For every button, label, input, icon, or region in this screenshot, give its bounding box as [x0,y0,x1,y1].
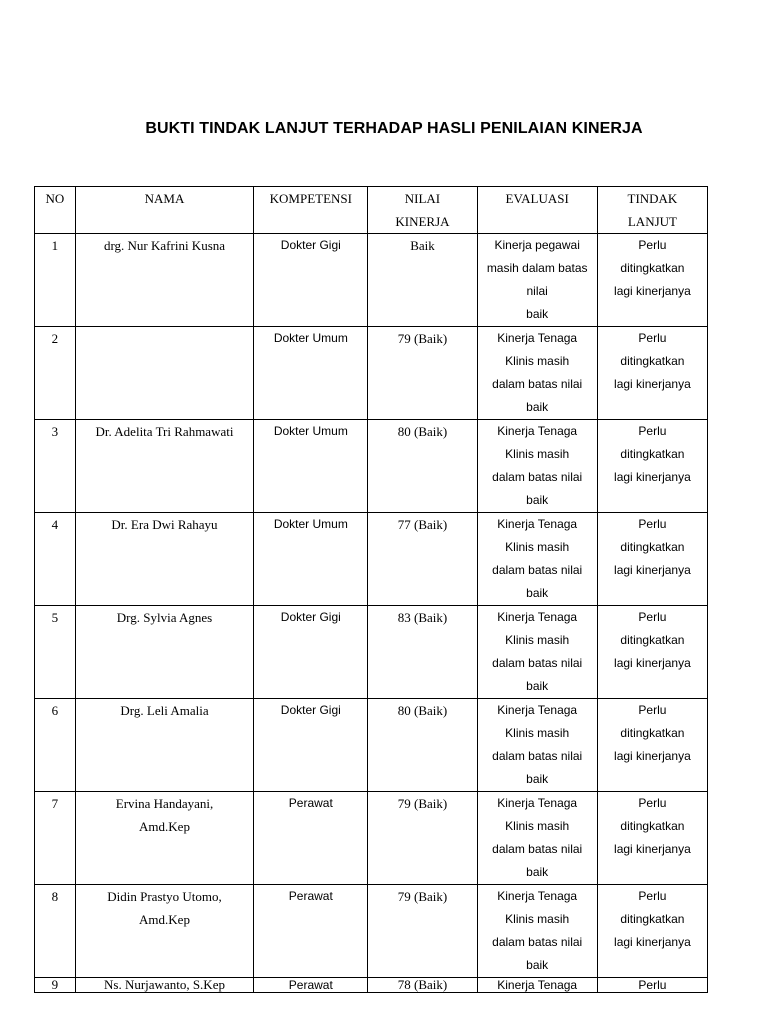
evaluasi-line-4: baik [526,307,549,321]
cell-nilai: 80 (Baik) [368,420,477,513]
evaluasi-line-4: baik [526,679,549,693]
cell-kompetensi: Dokter Umum [254,327,368,420]
tindak-line-1: Perlu [638,796,667,810]
nama-line-1: Didin Prastyo Utomo, [107,889,222,904]
evaluasi-line-1: Kinerja Tenaga [497,331,578,345]
tindak-line-3: lagi kinerjanya [614,470,691,484]
evaluasi-line-2: Klinis masih [505,633,570,647]
cell-nama [75,420,253,513]
cell-no: 2 [35,327,76,420]
table-row [35,792,708,885]
nama-line-2: Amd.Kep [139,819,190,834]
header-nilai-kinerja [368,187,477,234]
cell-evaluasi: Kinerja Tenaga [477,978,597,993]
evaluasi-line-1: Kinerja Tenaga [497,889,578,903]
evaluasi-line-1: Kinerja Tenaga [497,610,578,624]
evaluasi-line-4: baik [526,958,549,972]
cell-no: 4 [35,513,76,606]
evaluasi-line-2: Klinis masih [505,819,570,833]
tindak-line-1: Perlu [638,517,667,531]
cell-nama [75,327,253,420]
header-no: NO [35,187,76,234]
cell-nilai: 79 (Baik) [368,885,477,978]
cell-no: 6 [35,699,76,792]
cell-nilai: 77 (Baik) [368,513,477,606]
nama-line-1: Dr. Adelita Tri Rahmawati [95,424,234,439]
table-row [35,513,708,606]
cell-evaluasi [477,420,597,513]
document-title: BUKTI TINDAK LANJUT TERHADAP HASLI PENILAIAN KINERJA [145,120,643,137]
evaluasi-line-3: dalam batas nilai [492,656,583,670]
cell-tindak-lanjut [597,606,707,699]
tindak-line-3: lagi kinerjanya [614,284,691,298]
header-nilai-line-2: KINERJA [395,214,450,229]
cell-kompetensi: Perawat [254,885,368,978]
cell-evaluasi [477,885,597,978]
cell-kompetensi: Dokter Gigi [254,699,368,792]
cell-nama [75,885,253,978]
cell-kompetensi: Dokter Gigi [254,606,368,699]
cell-nama [75,699,253,792]
cell-tindak-lanjut [597,420,707,513]
tindak-line-1: Perlu [638,331,667,345]
tindak-line-3: lagi kinerjanya [614,656,691,670]
tindak-line-2: ditingkatkan [620,726,685,740]
table-row [35,606,708,699]
nama-line-1: Dr. Era Dwi Rahayu [111,517,218,532]
cell-evaluasi [477,234,597,327]
evaluasi-line-1: Kinerja Tenaga [497,796,578,810]
evaluasi-line-3: dalam batas nilai [492,749,583,763]
evaluasi-line-2: Klinis masih [505,354,570,368]
evaluasi-line-4: baik [526,493,549,507]
cell-tindak-lanjut [597,234,707,327]
tindak-line-3: lagi kinerjanya [614,842,691,856]
tindak-line-2: ditingkatkan [620,912,685,926]
evaluasi-line-4: baik [526,772,549,786]
cell-nilai: 80 (Baik) [368,699,477,792]
evaluasi-line-1: Kinerja pegawai [494,238,580,252]
tindak-line-3: lagi kinerjanya [614,749,691,763]
cell-nilai: 79 (Baik) [368,792,477,885]
cell-tindak-lanjut [597,513,707,606]
evaluasi-line-1: Kinerja Tenaga [497,703,578,717]
evaluasi-line-3: dalam batas nilai [492,935,583,949]
table-row [35,699,708,792]
tindak-line-2: ditingkatkan [620,633,685,647]
cell-evaluasi [477,327,597,420]
cell-kompetensi: Dokter Umum [254,513,368,606]
nama-line-1: Drg. Sylvia Agnes [116,610,213,625]
cell-nama [75,606,253,699]
cell-no: 1 [35,234,76,327]
evaluasi-line-2: Klinis masih [505,726,570,740]
cell-no: 5 [35,606,76,699]
cell-nilai: 83 (Baik) [368,606,477,699]
header-tindak-lanjut [597,187,707,234]
tindak-line-2: ditingkatkan [620,261,685,275]
header-nilai-line-1: NILAI [404,191,441,206]
header-nama: NAMA [75,187,253,234]
cell-no: 9 [35,978,76,993]
cell-nama: Ns. Nurjawanto, S.Kep [75,978,253,993]
cell-nama [75,234,253,327]
evaluasi-line-3: dalam batas nilai [492,842,583,856]
evaluasi-line-1: Kinerja Tenaga [497,424,578,438]
table-row [35,885,708,978]
header-evaluasi: EVALUASI [477,187,597,234]
cell-evaluasi [477,606,597,699]
cell-tindak-lanjut: Perlu [597,978,707,993]
cell-nilai: Baik [368,234,477,327]
table-row [35,234,708,327]
cell-kompetensi: Dokter Gigi [254,234,368,327]
cell-nama [75,513,253,606]
tindak-line-3: lagi kinerjanya [614,935,691,949]
cell-kompetensi: Perawat [254,978,368,993]
cell-no: 8 [35,885,76,978]
tindak-line-2: ditingkatkan [620,447,685,461]
table-row [35,420,708,513]
tindak-line-1: Perlu [638,424,667,438]
cell-tindak-lanjut [597,699,707,792]
cell-kompetensi: Dokter Umum [254,420,368,513]
nama-line-1: drg. Nur Kafrini Kusna [103,238,226,253]
evaluasi-line-3: dalam batas nilai [492,563,583,577]
evaluasi-line-2: Klinis masih [505,540,570,554]
tindak-line-2: ditingkatkan [620,354,685,368]
evaluasi-line-2: Klinis masih [505,447,570,461]
header-tindak-line-1: TINDAK [627,191,678,206]
nama-line-1: Drg. Leli Amalia [120,703,209,718]
cell-evaluasi [477,792,597,885]
tindak-line-3: lagi kinerjanya [614,563,691,577]
cell-no: 7 [35,792,76,885]
table-row [35,327,708,420]
cell-nama [75,792,253,885]
evaluasi-line-2: masih dalam batas [486,261,588,275]
tindak-line-2: ditingkatkan [620,819,685,833]
table-row [35,978,708,993]
evaluasi-line-3: dalam batas nilai [492,377,583,391]
header-tindak-line-2: LANJUT [627,214,677,229]
evaluasi-line-4: baik [526,586,549,600]
tindak-line-3: lagi kinerjanya [614,377,691,391]
cell-evaluasi [477,513,597,606]
cell-kompetensi: Perawat [254,792,368,885]
cell-tindak-lanjut [597,327,707,420]
nama-line-1: Ervina Handayani, [115,796,214,811]
evaluasi-line-4: baik [526,400,549,414]
cell-no: 3 [35,420,76,513]
cell-evaluasi [477,699,597,792]
cell-tindak-lanjut [597,792,707,885]
header-kompetensi: KOMPETENSI [254,187,368,234]
tindak-line-1: Perlu [638,703,667,717]
evaluasi-line-3: nilai [526,284,548,298]
kinerja-table [34,186,708,993]
cell-nilai: 79 (Baik) [368,327,477,420]
tindak-line-1: Perlu [638,889,667,903]
cell-tindak-lanjut [597,885,707,978]
tindak-line-2: ditingkatkan [620,540,685,554]
evaluasi-line-2: Klinis masih [505,912,570,926]
evaluasi-line-3: dalam batas nilai [492,470,583,484]
nama-line-2: Amd.Kep [139,912,190,927]
table-header-row [35,187,708,234]
cell-nilai: 78 (Baik) [368,978,477,993]
evaluasi-line-1: Kinerja Tenaga [497,517,578,531]
tindak-line-1: Perlu [638,610,667,624]
evaluasi-line-4: baik [526,865,549,879]
tindak-line-1: Perlu [638,238,667,252]
